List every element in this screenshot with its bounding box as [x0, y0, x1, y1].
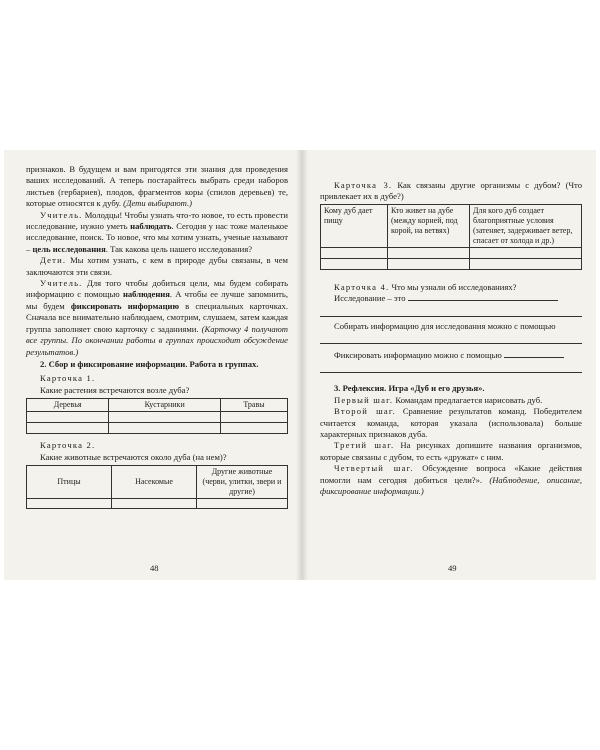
card-2-question: Какие животные встречаются около дуба (на нем)?: [40, 451, 227, 462]
card-2-header-other-animals: Другие животные (черви, улитки, звери и другие): [197, 465, 288, 498]
left-para-4: Учитель. Для того чтобы добиться цели, мы будем собирать информацию с помощью наблюдения. А чтобы ее лучше запомнить, мы будем фиксировать информацию в специальных карточках. Сначала все внимательно наблюдаем, смотрим, слушаем, затем каждая группа заполняет свою карточку с заданиями. (Карточку 4 получают все группы. По окончании работы в группах происходит обсуждение результатов.): [26, 278, 289, 357]
fix-line: Фиксировать информацию можно с помощью: [320, 350, 582, 361]
card-2-header-birds: Птицы: [27, 465, 112, 498]
right-page: [320, 150, 582, 580]
research-answer-line[interactable]: [408, 300, 558, 301]
card-3-header-food: Кому дуб дает пищу: [321, 204, 388, 247]
section-2-heading: 2. Сбор и фиксирование информации. Работа в группах.: [40, 358, 259, 369]
left-para-1: признаков. В будущем и вам пригодятся эти знания для проведения ваших исследований. А теперь постарайтесь выбрать среди наборов листьев (гербариев), плодов, фрагментов коры (спилов деревьев) те, которые относятся к дубу. (Дети выбирают.): [26, 164, 288, 209]
card-3-heading: Карточка 3. Как связаны другие организмы с дубом? (Что привлекает их в дубе?): [320, 180, 582, 202]
card-1-header-trees: Деревья: [27, 399, 109, 412]
step-1: Первый шаг. Командам предлагается нарисовать дуб.: [334, 394, 543, 405]
card-4-heading: Карточка 4. Что мы узнали об исследованиях?: [334, 281, 517, 292]
left-para-3: Дети. Мы хотим узнать, с кем в природе дубы связаны, в чем заключаются эти связи.: [26, 255, 288, 277]
card-3-table: [320, 204, 582, 270]
collect-line: Собирать информацию для исследования можно с помощью: [334, 320, 556, 331]
card-2-title: Карточка 2.: [40, 440, 96, 451]
fix-answer-line[interactable]: [504, 357, 564, 358]
card-1-header-grasses: Травы: [221, 399, 288, 412]
card-1-table: [26, 398, 288, 434]
collect-answer-line[interactable]: [320, 332, 582, 344]
left-para-2: Учитель. Молодцы! Чтобы узнать что-то новое, то есть провести исследование, нужно уметь наблюдать. Сегодня у нас тоже маленькое исследование, поиск. То новое, что мы хотим узнать, ученые называют – цель исследования. Так какова цель нашего исследования?: [26, 209, 288, 254]
fix-answer-line-2[interactable]: [320, 361, 582, 373]
book-spread: [4, 150, 596, 580]
card-1-question: Какие растения встречаются возле дуба?: [40, 384, 190, 395]
card-1-title: Карточка 1.: [40, 373, 96, 384]
step-4: Четвертый шаг. Обсуждение вопроса «Какие действия помогли нам сегодня добиться цели?». (Наблюдение, описание, фиксирование информации.): [320, 463, 583, 497]
research-answer-line-2[interactable]: [320, 305, 582, 317]
step-2: Второй шаг. Сравнение результатов команд. Победителем считается команда, которая указала (использовала) больше характерных признаков дуба.: [320, 406, 582, 440]
left-page-number: 48: [150, 563, 159, 573]
left-page: [26, 150, 288, 580]
card-3-header-lives-on: Кто живет на дубе (между корней, под корой, на ветвях): [388, 204, 470, 247]
card-3-header-conditions: Для кого дуб создает благоприятные условия (затеняет, задерживает ветер, спасает от холода и др.): [470, 204, 582, 247]
right-page-number: 49: [448, 563, 457, 573]
step-3: Третий шаг. На рисунках допишите названия организмов, которые связаны с дубом, то есть «дружат» с ним.: [320, 440, 582, 462]
section-3-heading: 3. Рефлексия. Игра «Дуб и его друзья».: [334, 383, 485, 394]
book-gutter: [296, 150, 308, 580]
card-2-table: [26, 465, 288, 509]
research-line: Исследование – это: [320, 293, 582, 304]
card-1-header-shrubs: Кустарники: [109, 399, 221, 412]
card-2-header-insects: Насекомые: [112, 465, 197, 498]
